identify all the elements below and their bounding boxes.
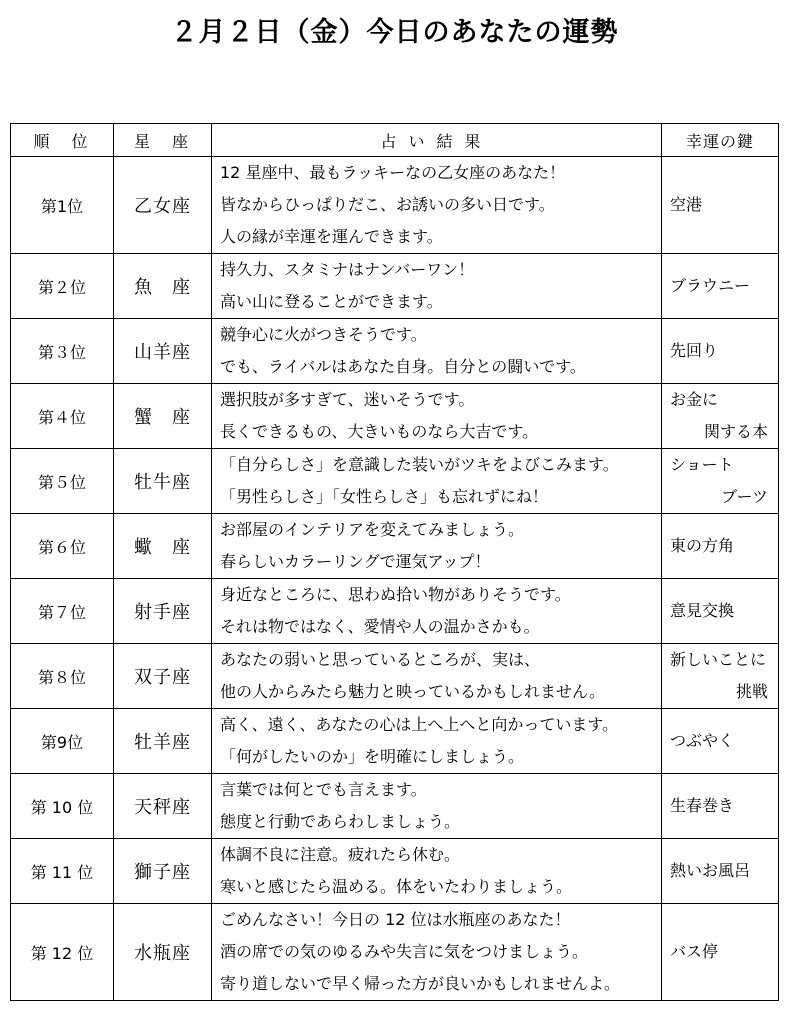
page-title: ２月２日（金）今日のあなたの運勢 [170, 17, 619, 48]
lucky-key-line: バス停 [670, 942, 719, 961]
table-row [11, 449, 779, 514]
lucky-key-cell [662, 514, 779, 579]
lucky-key-cell [662, 774, 779, 839]
table-row [11, 644, 779, 709]
rank-cell: 第1位 [11, 157, 114, 254]
result-cell [212, 254, 662, 319]
table-row [11, 384, 779, 449]
result-line: 皆なからひっぱりだこ、お誘いの多い日です。 [220, 195, 555, 214]
lucky-key-cell [662, 644, 779, 709]
result-line: 態度と行動であらわしましょう。 [220, 812, 461, 831]
result-line: 高く、遠く、あなたの心は上へ上へと向かっています。 [220, 715, 619, 734]
result-line: 身近なところに、思わぬ拾い物がありそうです。 [220, 585, 571, 604]
result-line: 「男性らしさ」「女性らしさ」も忘れずにね！ [220, 487, 549, 506]
sign-cell: 山羊座 [114, 319, 212, 384]
result-line: 12 星座中、最もラッキーなの乙女座のあなた！ [220, 163, 566, 182]
lucky-key-line: 関する本 [703, 422, 768, 441]
lucky-key-line: 熱いお風呂 [670, 861, 751, 880]
table-header-row [11, 124, 779, 157]
rank-cell: 第６位 [11, 514, 114, 579]
result-cell [212, 384, 662, 449]
rank-cell: 第 10 位 [11, 774, 114, 839]
result-line: それは物ではなく、愛情や人の温かさかも。 [220, 617, 540, 636]
result-line: 選択肢が多すぎて、迷いそうです。 [220, 390, 475, 409]
lucky-key-line: 先回り [670, 341, 719, 360]
lucky-key-cell [662, 709, 779, 774]
result-line: でも、ライバルはあなた自身。自分との闘いです。 [220, 357, 586, 376]
rank-cell: 第３位 [11, 319, 114, 384]
lucky-key-line: 空港 [670, 195, 703, 214]
result-cell [212, 449, 662, 514]
result-line: お部屋のインテリアを変えてみましょう。 [220, 520, 525, 539]
lucky-key-line: お金に [670, 390, 719, 409]
result-line: あなたの弱いと思っているところが、実は、 [220, 650, 541, 669]
result-line: 長くできるもの、大きいものなら大吉です。 [220, 422, 539, 441]
result-line: 言葉では何とでも言えます。 [220, 780, 427, 799]
table-row [11, 157, 779, 254]
lucky-key-cell [662, 449, 779, 514]
table-row [11, 709, 779, 774]
result-cell [212, 904, 662, 1001]
rank-cell: 第８位 [11, 644, 114, 709]
table-row [11, 254, 779, 319]
rank-cell: 第７位 [11, 579, 114, 644]
rank-cell: 第9位 [11, 709, 114, 774]
lucky-key-line: ブラウニー [670, 276, 751, 295]
result-line: 高い山に登ることができます。 [220, 292, 443, 311]
table-row [11, 579, 779, 644]
lucky-key-cell [662, 319, 779, 384]
sign-cell: 天秤座 [114, 774, 212, 839]
header-sign: 星 座 [114, 124, 212, 157]
table-body [11, 157, 779, 1001]
sign-cell: 牡牛座 [114, 449, 212, 514]
result-line: 人の縁が幸運を運んできます。 [220, 227, 443, 246]
lucky-key-line: 挑戦 [735, 682, 768, 701]
result-line: 春らしいカラーリングで運気アップ！ [220, 552, 491, 571]
result-line: 寒いと感じたら温める。体をいたわりましょう。 [220, 877, 573, 896]
lucky-key-cell [662, 254, 779, 319]
rank-cell: 第２位 [11, 254, 114, 319]
rank-cell: 第 12 位 [11, 904, 114, 1001]
header-result: 占い結果 [212, 124, 662, 157]
result-cell [212, 839, 662, 904]
lucky-key-line: 意見交換 [670, 601, 735, 620]
table-row [11, 319, 779, 384]
lucky-key-line: ショート [670, 455, 734, 474]
lucky-key-line: 生春巻き [670, 796, 735, 815]
result-line: 他の人からみたら魅力と映っているかもしれません。 [220, 682, 605, 701]
rank-cell: 第４位 [11, 384, 114, 449]
sign-cell: 水瓶座 [114, 904, 212, 1001]
sign-cell: 牡羊座 [114, 709, 212, 774]
table-row [11, 774, 779, 839]
lucky-key-cell [662, 839, 779, 904]
rank-cell: 第 11 位 [11, 839, 114, 904]
result-line: 体調不良に注意。疲れたら休む。 [220, 845, 461, 864]
rank-cell: 第５位 [11, 449, 114, 514]
lucky-key-cell [662, 579, 779, 644]
sign-cell: 蠍 座 [114, 514, 212, 579]
result-cell [212, 514, 662, 579]
fortune-table [10, 123, 779, 1001]
result-line: 「何がしたいのか」を明確にしましょう。 [220, 747, 525, 766]
lucky-key-line: 東の方角 [670, 536, 735, 555]
table-row [11, 514, 779, 579]
result-line: ごめんなさい！今日の 12 位は水瓶座のあなた！ [220, 910, 571, 929]
result-line: 競争心に火がつきそうです。 [220, 325, 427, 344]
header-rank: 順 位 [11, 124, 114, 157]
result-cell [212, 709, 662, 774]
sign-cell: 蟹 座 [114, 384, 212, 449]
result-cell [212, 157, 662, 254]
sign-cell: 魚 座 [114, 254, 212, 319]
sign-cell: 射手座 [114, 579, 212, 644]
table-row [11, 839, 779, 904]
lucky-key-cell [662, 157, 779, 254]
lucky-key-line: ブーツ [721, 487, 768, 506]
lucky-key-line: 新しいことに [670, 650, 767, 669]
table-row [11, 904, 779, 1001]
lucky-key-line: つぶやく [670, 731, 735, 750]
result-cell [212, 644, 662, 709]
header-key: 幸運の鍵 [662, 124, 779, 157]
sign-cell: 獅子座 [114, 839, 212, 904]
lucky-key-cell [662, 904, 779, 1001]
result-line: 酒の席での気のゆるみや失言に気をつけましょう。 [220, 942, 589, 961]
result-line: 「自分らしさ」を意識した装いがツキをよびこみます。 [220, 455, 619, 474]
result-cell [212, 579, 662, 644]
result-cell [212, 319, 662, 384]
sign-cell: 双子座 [114, 644, 212, 709]
sign-cell: 乙女座 [114, 157, 212, 254]
result-line: 寄り道しないで早く帰った方が良いかもしれませんよ。 [220, 974, 621, 993]
result-line: 持久力、スタミナはナンバーワン！ [220, 260, 475, 279]
lucky-key-cell [662, 384, 779, 449]
result-cell [212, 774, 662, 839]
